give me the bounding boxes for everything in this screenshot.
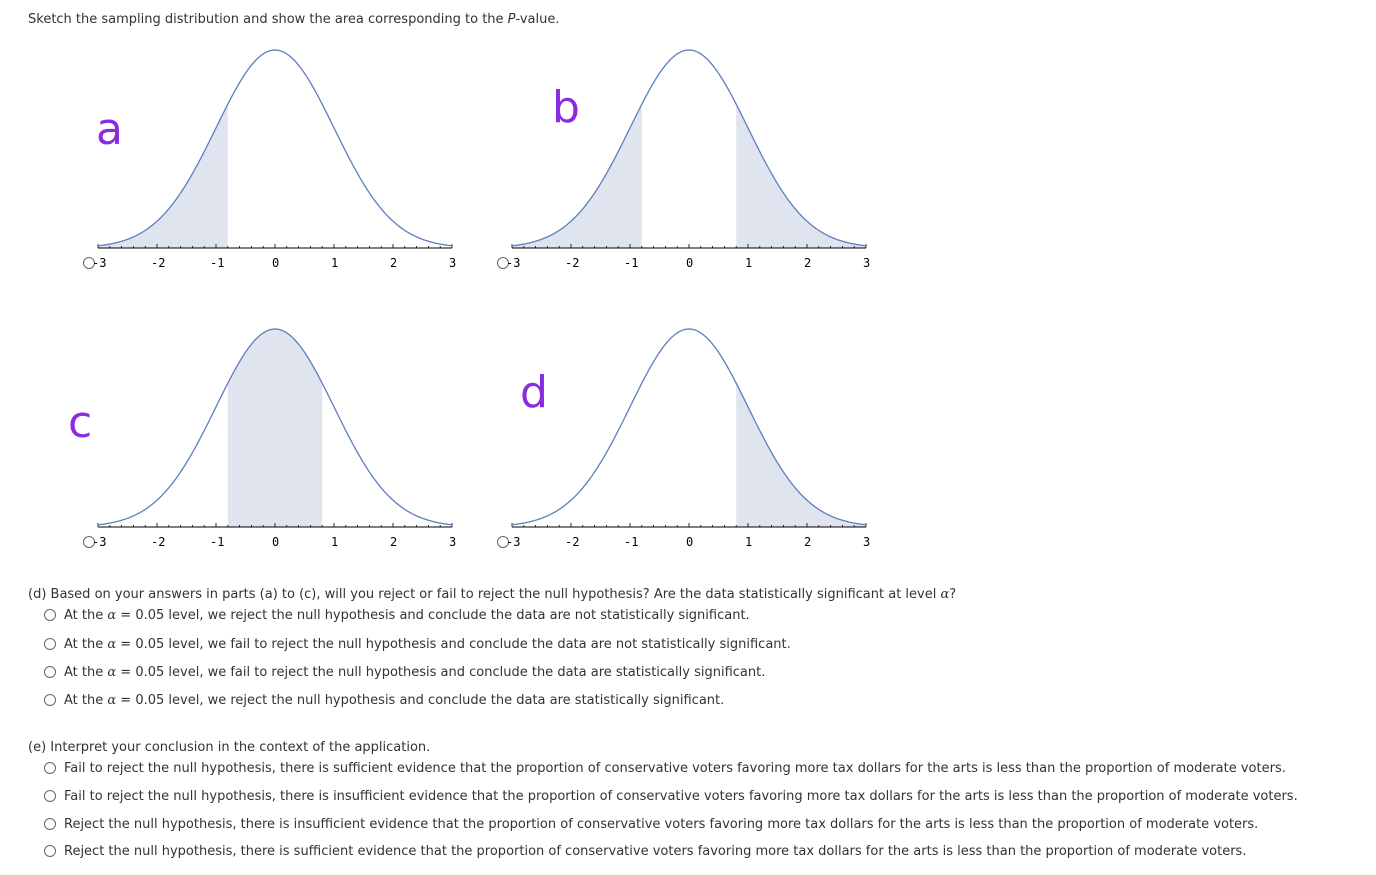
shaded-area (736, 104, 866, 248)
option-text: level, we fail to reject the null hypothesis and conclude the data are statistically significant. (168, 664, 766, 680)
radio-d-1[interactable] (44, 609, 56, 621)
tick-label: 2 (390, 256, 398, 270)
option-prefix: At the (64, 692, 108, 708)
tick-label: 1 (331, 256, 339, 270)
option-d-1[interactable] (44, 606, 750, 624)
tick-label: 3 (863, 256, 871, 270)
shaded-area (736, 383, 866, 527)
tick-label: 0 (686, 535, 694, 549)
option-e-2[interactable] (44, 787, 1298, 805)
tick-label: 2 (804, 535, 812, 549)
radio-d-2[interactable] (44, 638, 56, 650)
option-d-3-label (64, 665, 765, 680)
option-e-1-label: Fail to reject the null hypothesis, there is sufficient evidence that the proportion of conservative voters favoring more tax dollars for the arts is less than the proportion of moderate voters. (64, 760, 1286, 776)
tick-label: -2 (565, 256, 580, 270)
tick-label: -3 (92, 256, 107, 270)
tick-label: -2 (565, 535, 580, 549)
panel-a (80, 40, 460, 285)
tick-label: 2 (390, 535, 398, 549)
panel-letter-a: a (96, 104, 123, 155)
normal-curve (512, 50, 866, 246)
radio-e-3[interactable] (44, 818, 56, 830)
tick-label: -3 (506, 535, 521, 549)
option-d-4-label (64, 693, 724, 708)
question-d-suffix: ? (949, 587, 957, 602)
normal-curve (98, 50, 452, 246)
radio-e-1[interactable] (44, 762, 56, 774)
tick-label: -1 (624, 256, 639, 270)
tick-label: 0 (272, 256, 280, 270)
tick-label: 2 (804, 256, 812, 270)
tick-label: 1 (331, 535, 339, 549)
tick-label: 3 (863, 535, 871, 549)
option-d-2-label (64, 637, 791, 652)
panel-letter-b: b (552, 82, 580, 133)
option-e-3[interactable] (44, 815, 1258, 833)
option-prefix: At the (64, 636, 108, 652)
option-e-4[interactable] (44, 842, 1246, 860)
instructions-suffix: -value. (515, 12, 560, 27)
radio-d-4[interactable] (44, 694, 56, 706)
alpha-value: = 0.05 (116, 692, 169, 708)
option-e-2-label: Fail to reject the null hypothesis, there is insufficient evidence that the proportion of conservative voters favoring more tax dollars for the arts is less than the proportion of moderate voters. (64, 788, 1298, 804)
alpha-value: = 0.05 (116, 664, 169, 680)
tick-label: 3 (449, 256, 457, 270)
option-d-4[interactable] (44, 691, 724, 709)
option-prefix: At the (64, 607, 108, 623)
distribution-chart-b (494, 40, 874, 285)
alpha-value: = 0.05 (116, 607, 169, 623)
tick-label: 1 (745, 256, 753, 270)
instructions-text (28, 12, 559, 27)
alpha-symbol: α (940, 587, 950, 602)
tick-label: -1 (624, 535, 639, 549)
radio-d-3[interactable] (44, 666, 56, 678)
alpha-value: = 0.05 (116, 636, 169, 652)
tick-label: 0 (272, 535, 280, 549)
shaded-area (512, 104, 642, 248)
alpha-symbol: α (107, 664, 117, 680)
option-text: level, we reject the null hypothesis and conclude the data are statistically significant. (168, 692, 725, 708)
panel-b (494, 40, 874, 285)
distribution-chart-d (494, 319, 874, 564)
option-e-1[interactable] (44, 759, 1286, 777)
alpha-symbol: α (107, 636, 117, 652)
alpha-symbol: α (107, 692, 117, 708)
option-e-4-label: Reject the null hypothesis, there is sufficient evidence that the proportion of conservative voters favoring more tax dollars for the arts is less than the proportion of moderate voters. (64, 843, 1247, 859)
option-e-3-label: Reject the null hypothesis, there is insufficient evidence that the proportion of conservative voters favoring more tax dollars for the arts is less than the proportion of moderate voters. (64, 816, 1259, 832)
p-italic: P (507, 12, 516, 27)
tick-label: -3 (506, 256, 521, 270)
tick-label: -2 (151, 256, 166, 270)
tick-label: -2 (151, 535, 166, 549)
radio-e-4[interactable] (44, 845, 56, 857)
option-prefix: At the (64, 664, 108, 680)
alpha-symbol: α (107, 607, 117, 623)
radio-e-2[interactable] (44, 790, 56, 802)
panel-letter-d: d (520, 367, 548, 418)
tick-label: -3 (92, 535, 107, 549)
panel-c (68, 319, 460, 564)
panel-d (494, 319, 874, 564)
normal-curve (512, 329, 866, 525)
distribution-chart-a (80, 40, 460, 285)
tick-label: -1 (210, 535, 225, 549)
option-text: level, we fail to reject the null hypothesis and conclude the data are not statistically significant. (168, 636, 791, 652)
question-d-prefix: (d) Based on your answers in parts (a) to (c), will you reject or fail to reject the null hypothesis? Are the data statistically significant at level (28, 587, 941, 602)
option-d-2[interactable] (44, 635, 791, 653)
option-text: level, we reject the null hypothesis and conclude the data are not statistically significant. (168, 607, 750, 623)
question-e: (e) Interpret your conclusion in the context of the application. (28, 740, 431, 755)
instructions-prefix: Sketch the sampling distribution and show the area corresponding to the (28, 12, 508, 27)
tick-label: 0 (686, 256, 694, 270)
distribution-chart-c (80, 319, 460, 564)
tick-label: 1 (745, 535, 753, 549)
tick-label: 3 (449, 535, 457, 549)
panel-letter-c: c (68, 397, 93, 448)
option-d-1-label (64, 608, 750, 623)
shaded-area (98, 104, 228, 248)
option-d-3[interactable] (44, 663, 765, 681)
tick-label: -1 (210, 256, 225, 270)
question-d (28, 587, 956, 602)
